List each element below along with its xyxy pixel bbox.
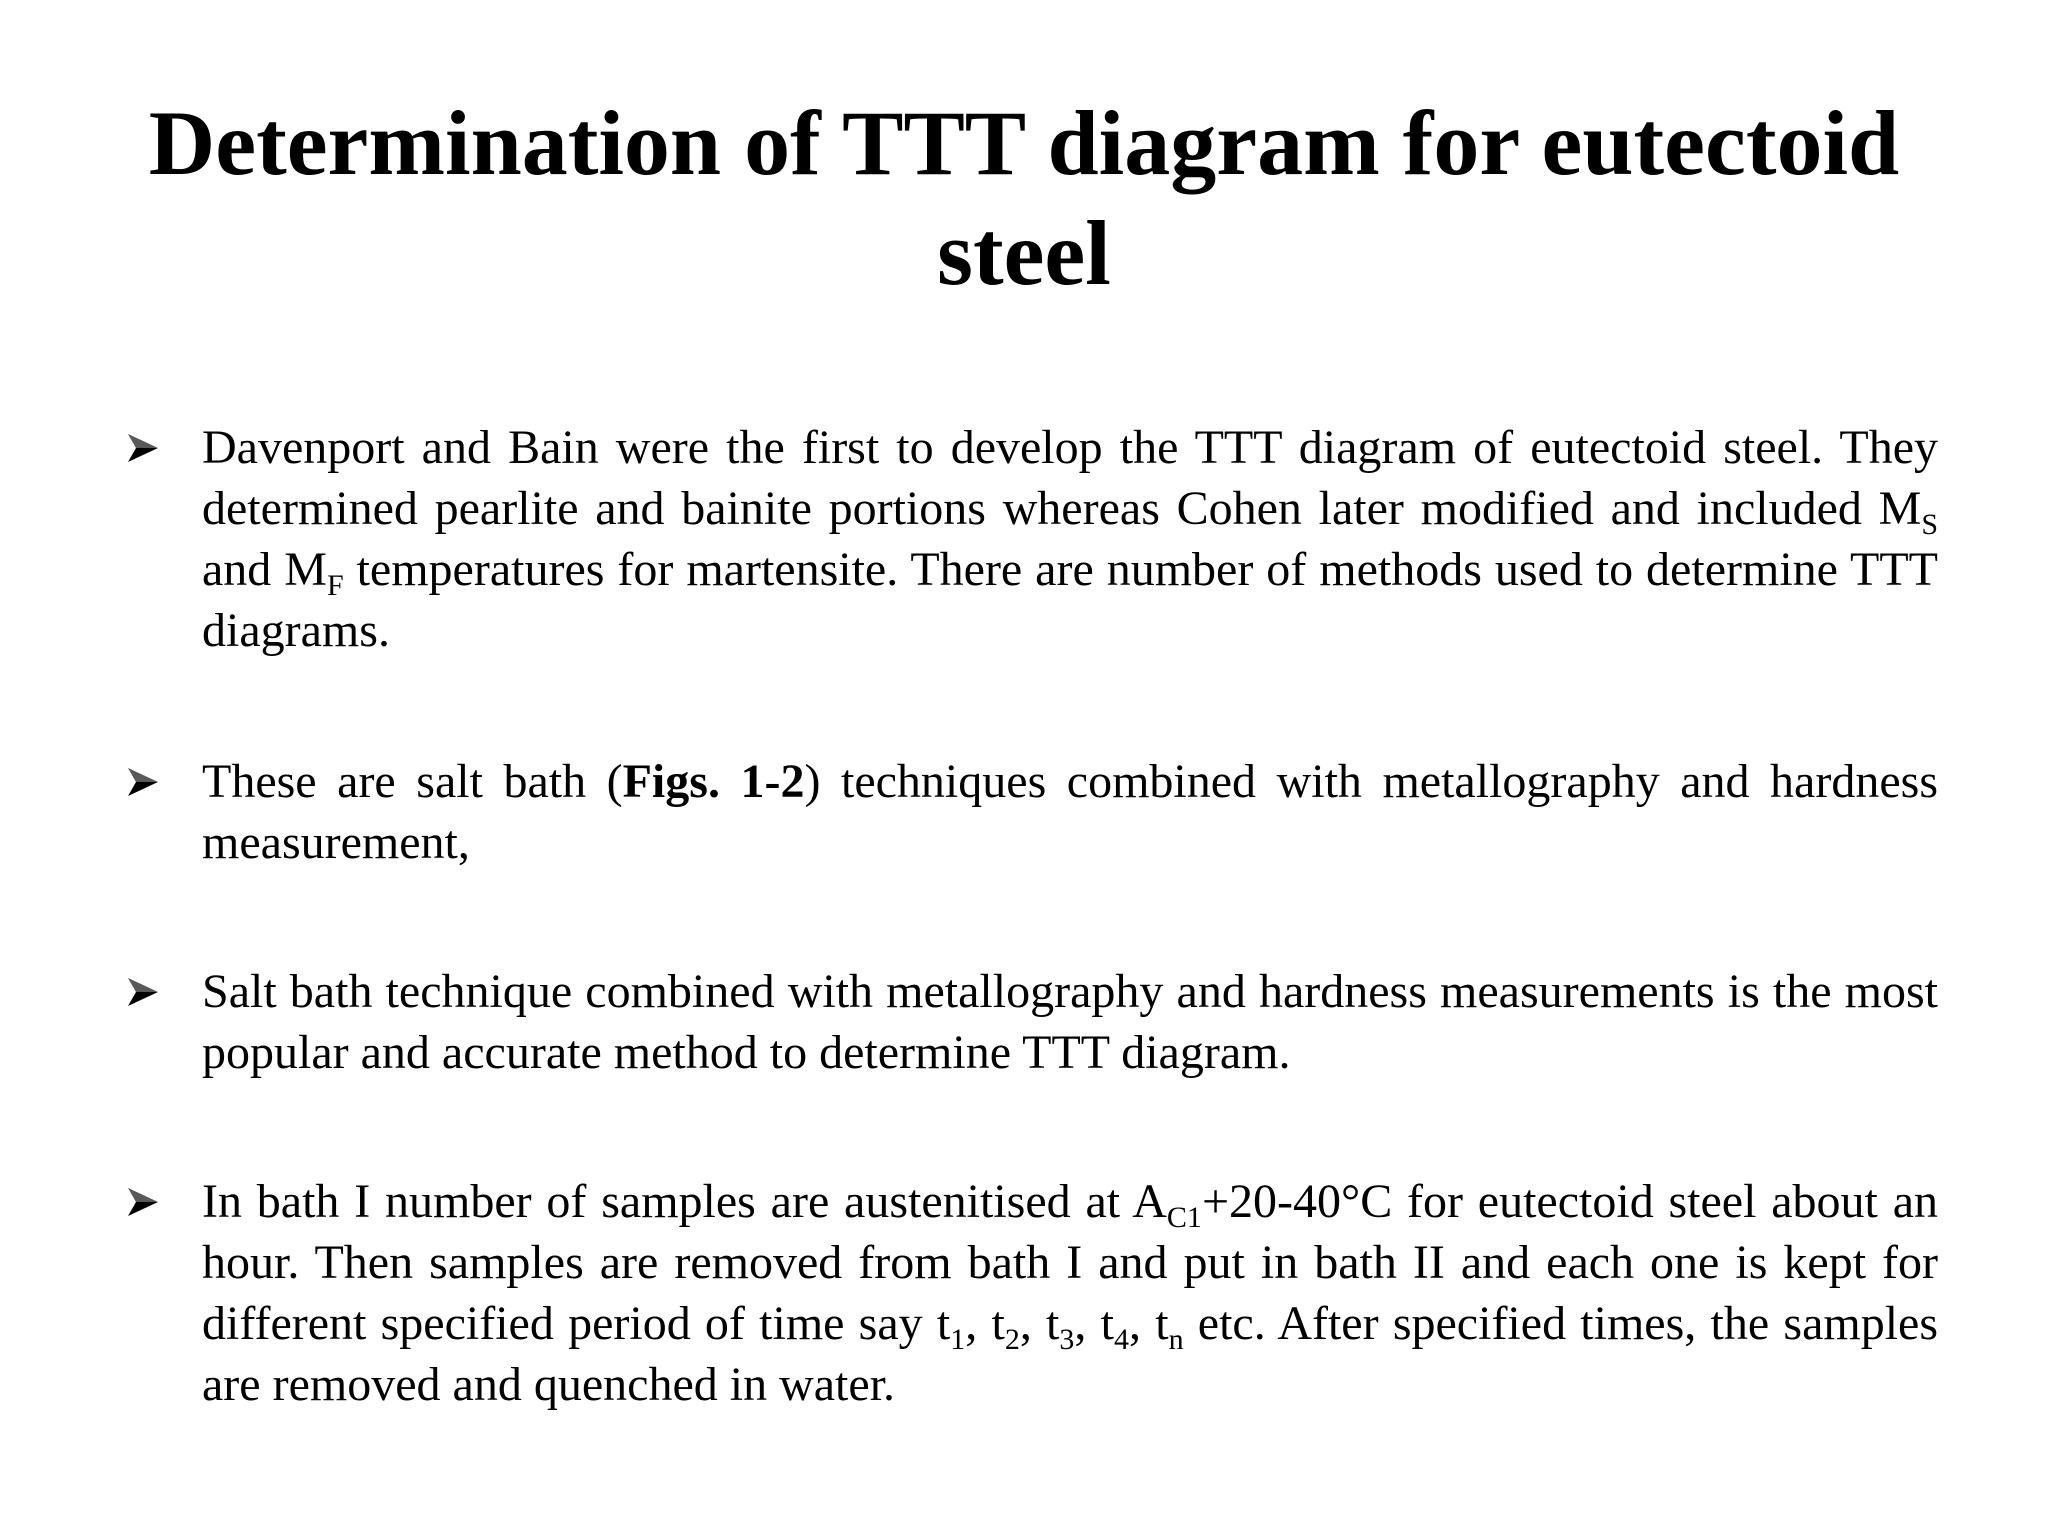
- bullet-2-figure-ref: Figs. 1-2: [622, 755, 805, 808]
- bullet-4-sub-4: 4: [1113, 1323, 1129, 1356]
- bullet-4-sep-4: , t: [1128, 1297, 1169, 1350]
- bullet-3-text: Salt bath technique combined with metallography and hardness measurements is the most popular and accurate method to determine TTT diagram.: [202, 965, 1938, 1079]
- arrowhead-bullet-icon: [126, 417, 166, 478]
- bullet-4-sep-1: , t: [965, 1297, 1005, 1350]
- bullet-4-sub-c1: C1: [1166, 1201, 1202, 1234]
- bullet-item-3: [202, 961, 1938, 1083]
- bullet-4-text-a: In bath I number of samples are austenitised at A: [202, 1175, 1167, 1228]
- bullet-1-text-a: Davenport and Bain were the first to develop the TTT diagram of eutectoid steel. They determined pearlite and bainite portions whereas Cohen later modified and included M: [202, 421, 1938, 535]
- bullet-1-sub-f: F: [326, 569, 344, 602]
- bullet-1-text-b: and M: [202, 543, 327, 596]
- bullet-item-2: [202, 751, 1938, 873]
- bullet-4-sub-2: 2: [1004, 1323, 1020, 1356]
- slide-title: Determination of TTT diagram for eutectoid steel: [148, 92, 1900, 304]
- bullet-1-sub-s: S: [1921, 508, 1938, 541]
- arrowhead-bullet-icon: [126, 961, 166, 1022]
- bullet-item-1: [202, 417, 1938, 661]
- arrowhead-bullet-icon: [126, 1171, 166, 1232]
- bullet-item-4: [202, 1171, 1938, 1415]
- bullet-2-text-a: These are salt bath (: [202, 755, 623, 808]
- bullet-1-text-c: temperatures for martensite. There are number of methods used to determine TTT diagrams.: [202, 543, 1938, 657]
- arrowhead-bullet-icon: [126, 751, 166, 812]
- bullet-4-sub-n: n: [1168, 1323, 1184, 1356]
- bullet-4-sep-2: , t: [1019, 1297, 1060, 1350]
- bullet-4-sub-1: 1: [950, 1323, 966, 1356]
- bullet-4-text-b: +20-40°C for eutectoid steel about an hour. Then samples are removed from bath I and put in bath II and each one is kept for different specified period of time say t: [202, 1175, 1938, 1350]
- bullet-2-text-b: ) techniques combined with metallography and hardness measurement,: [202, 755, 1939, 869]
- bullet-4-sep-3: , t: [1074, 1297, 1114, 1350]
- bullet-4-sub-3: 3: [1059, 1323, 1075, 1356]
- bullet-4-text-c: etc. After specified times, the samples are removed and quenched in water.: [202, 1297, 1939, 1411]
